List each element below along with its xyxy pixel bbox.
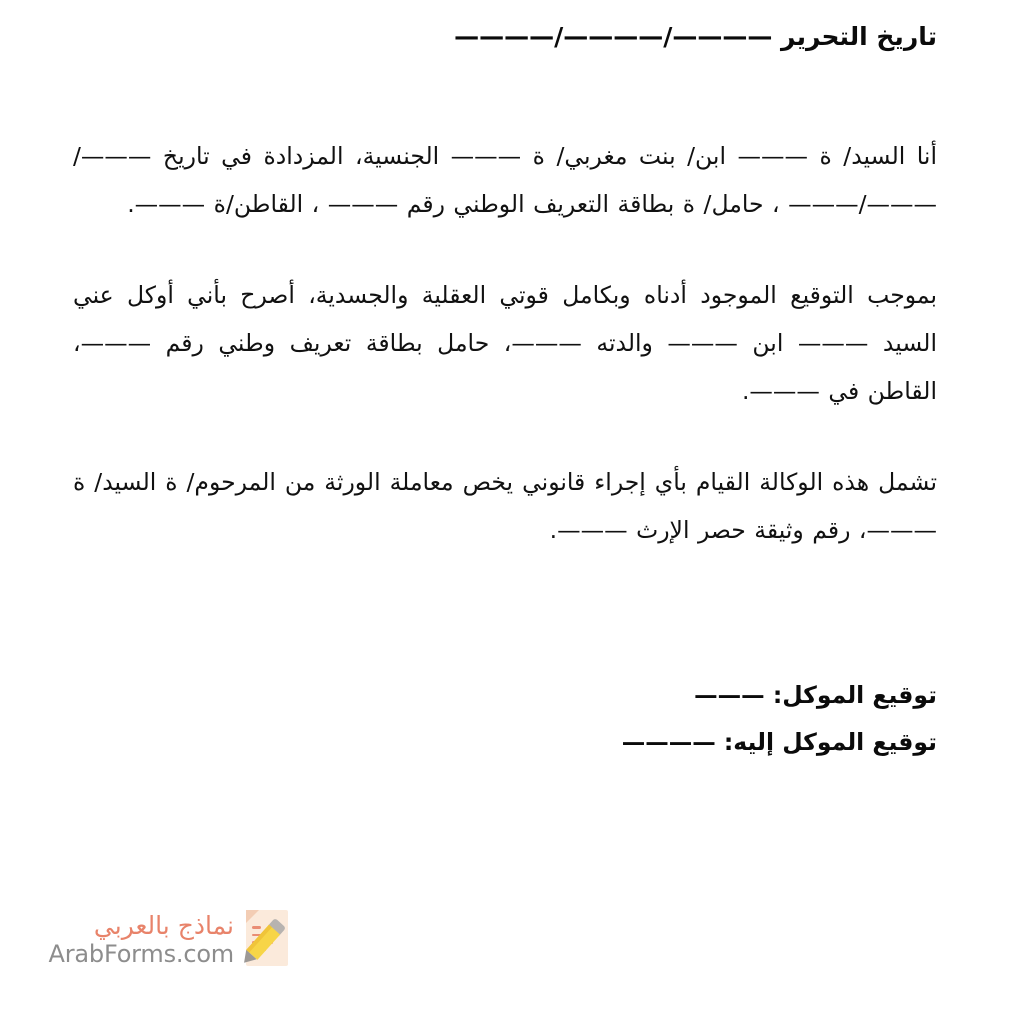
logo-text-group <box>48 910 234 969</box>
agent-signature-blank: ———— <box>621 728 716 756</box>
document-pencil-icon <box>240 908 298 972</box>
document-body <box>73 132 937 554</box>
agent-signature-row <box>73 719 937 766</box>
paragraph-scope-of-power: تشمل هذه الوكالة القيام بأي إجراء قانوني يخص معاملة الورثة من المرحوم/ ة السيد/ ة ———، رقم وثيقة حصر الإرث ———. <box>73 468 937 544</box>
logo-site-name: ArabForms.com <box>48 940 234 969</box>
signature-block <box>73 672 937 766</box>
logo-document-fold <box>246 910 259 923</box>
principal-signature-label: توقيع الموكل: <box>772 681 937 709</box>
watermark-logo <box>38 908 298 1000</box>
principal-signature-blank: ——— <box>694 681 765 709</box>
document-title-date-line: تاريخ التحرير ————/————/———— <box>454 22 937 51</box>
principal-signature-row <box>73 672 937 719</box>
paragraph-delegation-statement: بموجب التوقيع الموجود أدناه وبكامل قوتي العقلية والجسدية، أصرح بأني أوكل عني السيد ——— ابن ——— والدته ———، حامل بطاقة تعريف وطني رقم ———، القاطن في ———. <box>73 281 937 405</box>
logo-arabic-name: نماذج بالعربي <box>93 910 234 940</box>
paragraph-declarant-identity: أنا السيد/ ة ——— ابن/ بنت مغربي/ ة ——— الجنسية، المزدادة في تاريخ ———/———/——— ، حامل/ ة بطاقة التعريف الوطني رقم ——— ، القاطن/ة ———. <box>73 142 937 218</box>
agent-signature-label: توقيع الموكل إليه: <box>723 728 937 756</box>
